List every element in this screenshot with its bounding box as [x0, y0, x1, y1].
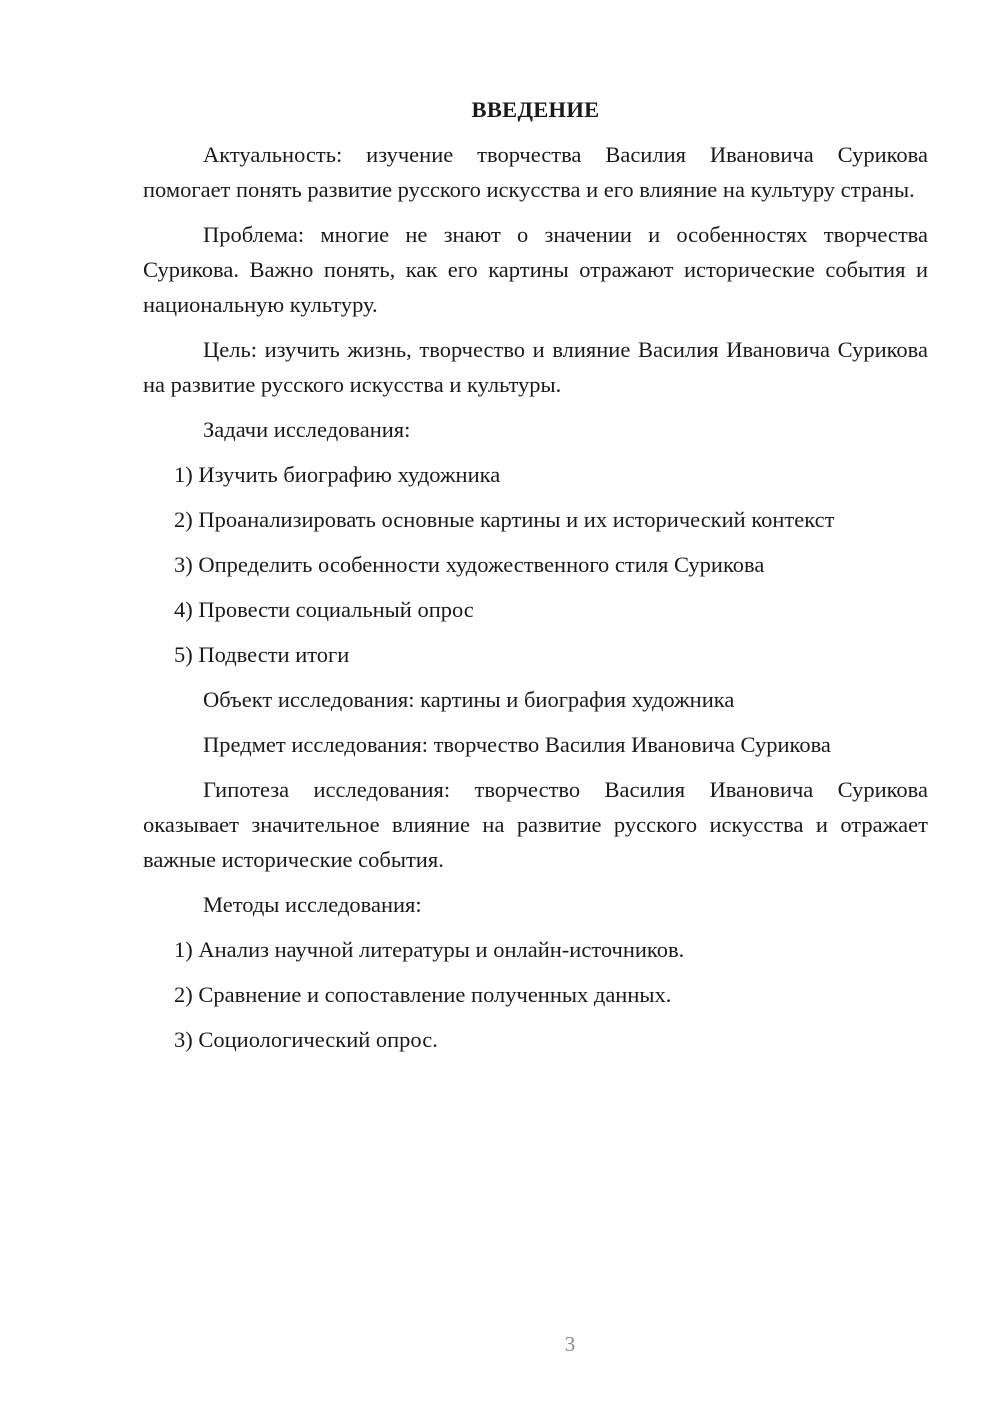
task-item: 4) Провести социальный опрос — [174, 597, 474, 622]
hypothesis-paragraph: Гипотеза исследования: творчество Василия Ивановича Сурикова оказывает значительное влияние на развитие русского искусства и отражает важные исторические события. — [143, 777, 928, 872]
page-number: 3 — [564, 1332, 576, 1356]
method-item: 3) Социологический опрос. — [174, 1027, 438, 1052]
tasks-heading: Задачи исследования: — [203, 417, 411, 442]
methods-list — [143, 932, 928, 1057]
task-item: 2) Проанализировать основные картины и их исторический контекст — [174, 507, 835, 532]
tasks-list — [143, 457, 928, 672]
problem-paragraph: Проблема: многие не знают о значении и особенностях творчества Сурикова. Важно понять, как его картины отражают исторические события и национальную культуру. — [143, 222, 928, 317]
section-title: ВВЕДЕНИЕ — [471, 97, 600, 122]
method-item: 1) Анализ научной литературы и онлайн-источников. — [174, 937, 685, 962]
relevance-paragraph: Актуальность: изучение творчества Василия Ивановича Сурикова помогает понять развитие русского искусства и его влияние на культуру страны. — [143, 142, 928, 202]
method-item: 2) Сравнение и сопоставление полученных данных. — [174, 982, 672, 1007]
goal-paragraph: Цель: изучить жизнь, творчество и влияние Василия Ивановича Сурикова на развитие русского искусства и культуры. — [143, 337, 928, 397]
object-paragraph: Объект исследования: картины и биография художника — [203, 687, 735, 712]
methods-heading: Методы исследования: — [203, 892, 422, 917]
task-item: 5) Подвести итоги — [174, 642, 350, 667]
document-body — [143, 92, 928, 1067]
task-item: 3) Определить особенности художественного стиля Сурикова — [174, 552, 765, 577]
subject-paragraph: Предмет исследования: творчество Василия Ивановича Сурикова — [203, 732, 831, 757]
task-item: 1) Изучить биографию художника — [174, 462, 501, 487]
